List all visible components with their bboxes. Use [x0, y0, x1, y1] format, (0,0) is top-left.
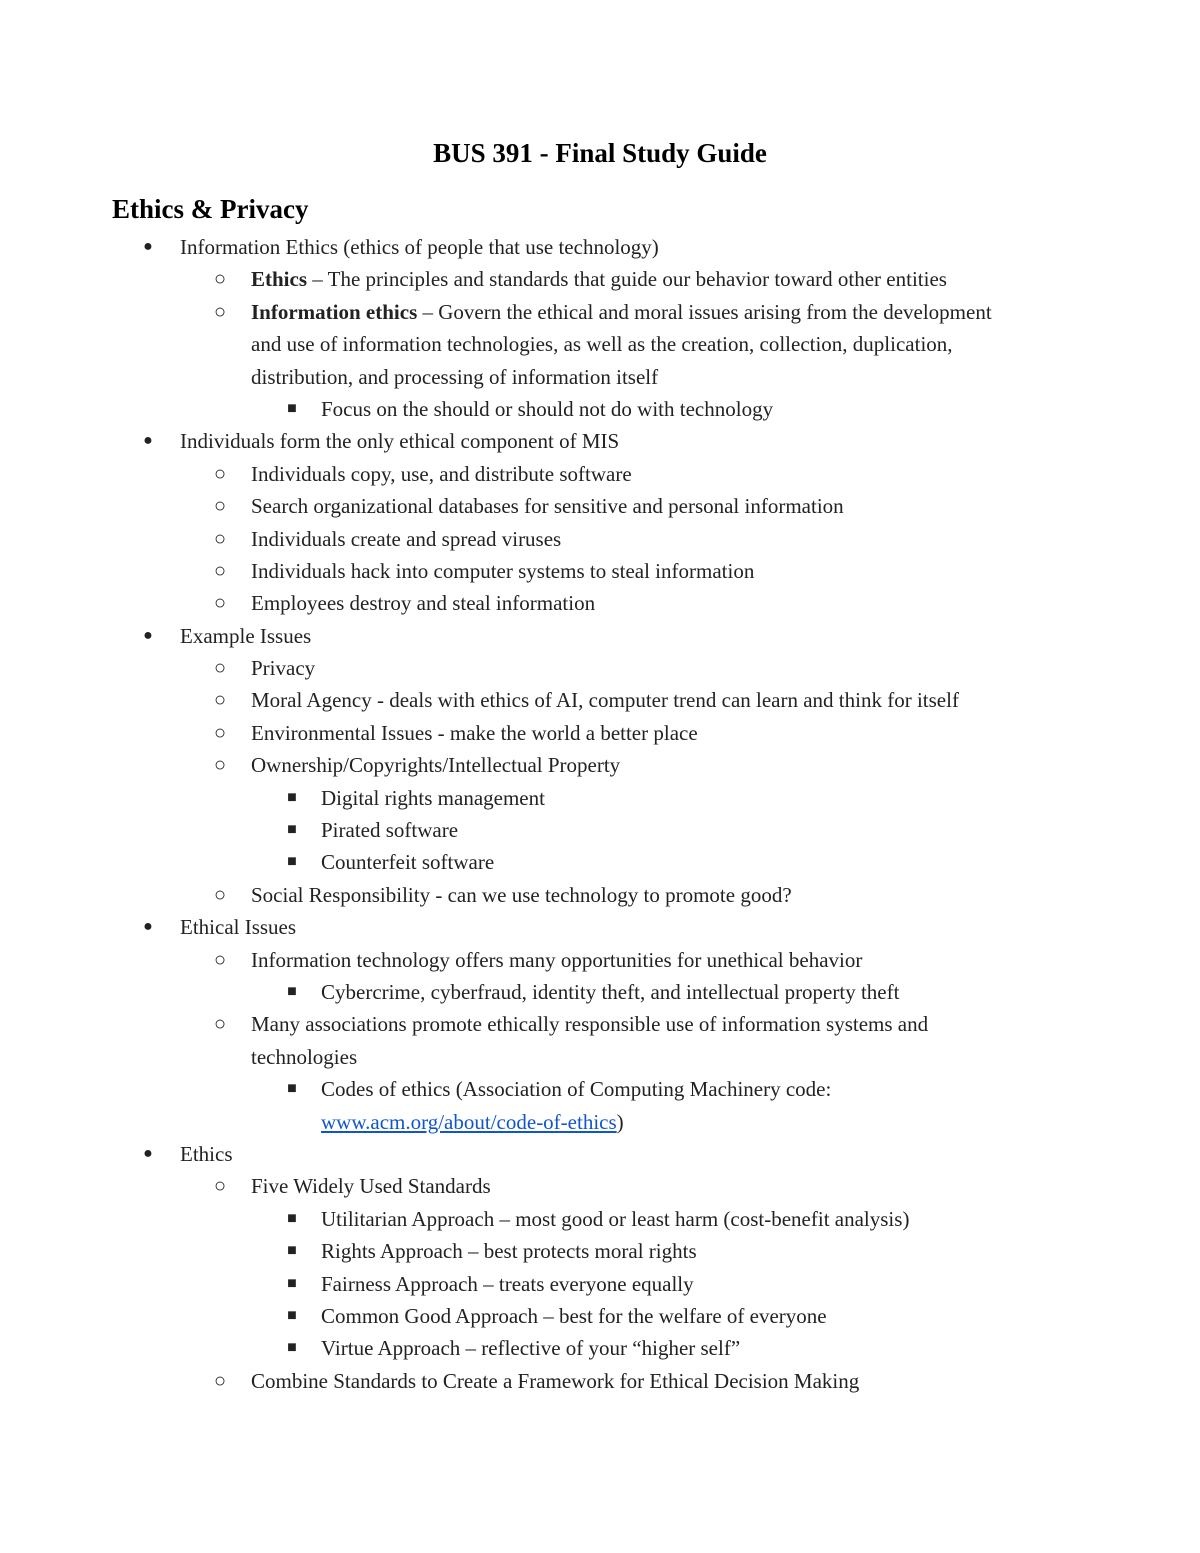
outline-line	[0, 782, 1200, 814]
line-text: Rights Approach – best protects moral rights	[321, 1239, 697, 1264]
bullet-level-2: ○	[213, 495, 227, 518]
outline-line	[0, 1106, 1200, 1138]
outline-line	[0, 1268, 1200, 1300]
bullet-level-3: ■	[287, 821, 297, 839]
line-content	[321, 814, 458, 846]
line-text: distribution, and processing of information itself	[251, 364, 659, 389]
bullet-level-3: ■	[287, 1306, 297, 1324]
bullet-level-2: ○	[213, 754, 227, 777]
outline-line	[0, 523, 1200, 555]
outline-line	[0, 1235, 1200, 1267]
bullet-level-2: ○	[213, 657, 227, 680]
outline-line	[0, 425, 1200, 457]
line-text: Search organizational databases for sensitive and personal information	[251, 494, 844, 519]
outline-line	[0, 814, 1200, 846]
outline-line	[0, 1073, 1200, 1105]
outline-line	[0, 1041, 1200, 1073]
defined-term: Ethics	[251, 267, 308, 292]
bullet-level-2: ○	[213, 721, 227, 744]
bullet-level-3: ■	[287, 1080, 297, 1098]
line-content	[251, 749, 620, 781]
outline-line	[0, 1008, 1200, 1040]
line-content	[180, 620, 311, 652]
bullet-level-2: ○	[213, 948, 227, 971]
line-text: Common Good Approach – best for the welfare of everyone	[321, 1303, 827, 1328]
bullet-level-3: ■	[287, 1339, 297, 1357]
outline-line	[0, 490, 1200, 522]
line-content	[251, 328, 953, 360]
line-text: Virtue Approach – reflective of your “higher self”	[321, 1336, 741, 1361]
line-text: technologies	[251, 1044, 358, 1069]
line-text: Codes of ethics (Association of Computing Machinery code:	[321, 1077, 832, 1102]
line-text: Ethics	[180, 1141, 233, 1166]
line-text: Social Responsibility - can we use technology to promote good?	[251, 882, 792, 907]
line-content	[180, 1138, 233, 1170]
outline-line	[0, 652, 1200, 684]
outline-line	[0, 231, 1200, 263]
outline-line	[0, 684, 1200, 716]
bullet-level-2: ○	[213, 300, 227, 323]
line-text: Environmental Issues - make the world a better place	[251, 720, 698, 745]
outline-line	[0, 328, 1200, 360]
line-text: Many associations promote ethically responsible use of information systems and	[251, 1012, 929, 1037]
line-text: Fairness Approach – treats everyone equally	[321, 1271, 694, 1296]
line-content	[251, 458, 632, 490]
bullet-level-1: ●	[143, 918, 153, 936]
bullet-level-1: ●	[143, 238, 153, 255]
bullet-level-2: ○	[213, 1175, 227, 1198]
outline-line	[0, 879, 1200, 911]
line-content	[321, 1332, 740, 1364]
bullet-level-3: ■	[287, 1274, 297, 1292]
line-text: Digital rights management	[321, 785, 545, 810]
line-content	[251, 555, 754, 587]
line-content	[251, 717, 698, 749]
bullet-level-2: ○	[213, 1013, 227, 1036]
line-content	[251, 684, 959, 716]
line-text: – Govern the ethical and moral issues arising from the development	[417, 299, 992, 324]
bullet-level-3: ■	[287, 1209, 297, 1227]
line-content	[321, 1268, 694, 1300]
line-text: Individuals form the only ethical component of MIS	[180, 429, 620, 454]
line-text: Ownership/Copyrights/Intellectual Property	[251, 753, 621, 778]
line-content	[321, 1106, 624, 1138]
line-content	[251, 1008, 928, 1040]
bullet-level-2: ○	[213, 268, 227, 291]
line-content	[251, 1041, 357, 1073]
line-content	[321, 976, 899, 1008]
bullet-level-3: ■	[287, 399, 297, 417]
outline-line	[0, 1138, 1200, 1170]
bullet-level-2: ○	[213, 527, 227, 550]
outline-line	[0, 846, 1200, 878]
outline-line	[0, 458, 1200, 490]
document-title: BUS 391 - Final Study Guide	[433, 138, 767, 168]
outline-line	[0, 1365, 1200, 1397]
outline-line	[0, 361, 1200, 393]
bullet-level-2: ○	[213, 883, 227, 906]
bullet-level-2: ○	[213, 559, 227, 582]
outline-line	[0, 620, 1200, 652]
line-text: – The principles and standards that guide our behavior toward other entities	[307, 267, 947, 292]
line-content	[321, 393, 773, 425]
line-content	[321, 1203, 909, 1235]
line-text: Privacy	[251, 656, 316, 681]
line-text: Ethical Issues	[180, 915, 297, 940]
outline-line	[0, 296, 1200, 328]
line-content	[251, 587, 595, 619]
line-content	[321, 1300, 827, 1332]
line-text: Individuals create and spread viruses	[251, 526, 562, 551]
outline-line	[0, 911, 1200, 943]
line-text: Five Widely Used Standards	[251, 1174, 491, 1199]
line-content	[251, 296, 992, 328]
bullet-level-3: ■	[287, 788, 297, 806]
line-content	[180, 425, 619, 457]
line-text: Moral Agency - deals with ethics of AI, computer trend can learn and think for itself	[251, 688, 959, 713]
line-text: Focus on the should or should not do with technology	[321, 396, 774, 421]
section-heading: Ethics & Privacy	[112, 194, 309, 224]
line-text: Individuals copy, use, and distribute software	[251, 461, 632, 486]
defined-term: Information ethics	[251, 299, 418, 324]
line-text: and use of information technologies, as well as the creation, collection, duplication,	[251, 332, 953, 357]
line-text: Cybercrime, cyberfraud, identity theft, and intellectual property theft	[321, 979, 900, 1004]
line-content	[251, 652, 315, 684]
outline-line	[0, 1300, 1200, 1332]
line-content	[321, 1073, 831, 1105]
bullet-level-3: ■	[287, 1242, 297, 1260]
line-content	[251, 944, 862, 976]
outline-line	[0, 263, 1200, 295]
line-text: Individuals hack into computer systems to steal information	[251, 558, 755, 583]
line-content	[321, 1235, 697, 1267]
line-text: )	[616, 1109, 624, 1134]
bullet-level-2: ○	[213, 592, 227, 615]
outline-line	[0, 749, 1200, 781]
bullet-level-1: ●	[143, 1144, 153, 1162]
line-content	[321, 782, 545, 814]
line-text: Information technology offers many opportunities for unethical behavior	[251, 947, 863, 972]
line-text: Example Issues	[180, 623, 312, 648]
line-content	[251, 263, 947, 295]
line-text: Employees destroy and steal information	[251, 591, 596, 616]
bullet-level-1: ●	[143, 432, 153, 450]
line-content	[251, 1365, 859, 1397]
line-content	[251, 523, 561, 555]
line-text: Counterfeit software	[321, 850, 495, 875]
line-text: Pirated software	[321, 818, 459, 843]
bullet-level-2: ○	[213, 1369, 227, 1392]
line-content	[251, 361, 658, 393]
outline-line	[0, 1332, 1200, 1364]
outline-line	[0, 587, 1200, 619]
line-content	[180, 231, 659, 263]
bullet-level-2: ○	[213, 689, 227, 712]
line-content	[180, 911, 296, 943]
line-content	[251, 879, 792, 911]
bullet-level-3: ■	[287, 982, 297, 1000]
line-text: Utilitarian Approach – most good or least harm (cost-benefit analysis)	[321, 1206, 910, 1231]
outline-line	[0, 1203, 1200, 1235]
outline-list	[0, 231, 1200, 1397]
line-text: Information Ethics (ethics of people that use technology)	[180, 235, 659, 259]
line-content	[251, 490, 844, 522]
outline-line	[0, 944, 1200, 976]
outline-line	[0, 555, 1200, 587]
line-content	[321, 846, 494, 878]
acm-code-link[interactable]: www.acm.org/about/code-of-ethics	[321, 1109, 617, 1134]
bullet-level-3: ■	[287, 853, 297, 871]
line-text: Combine Standards to Create a Framework for Ethical Decision Making	[251, 1368, 860, 1393]
outline-line	[0, 393, 1200, 425]
outline-line	[0, 976, 1200, 1008]
line-content	[251, 1170, 491, 1202]
outline-line	[0, 717, 1200, 749]
bullet-level-2: ○	[213, 462, 227, 485]
bullet-level-1: ●	[143, 626, 153, 644]
outline-line	[0, 1170, 1200, 1202]
